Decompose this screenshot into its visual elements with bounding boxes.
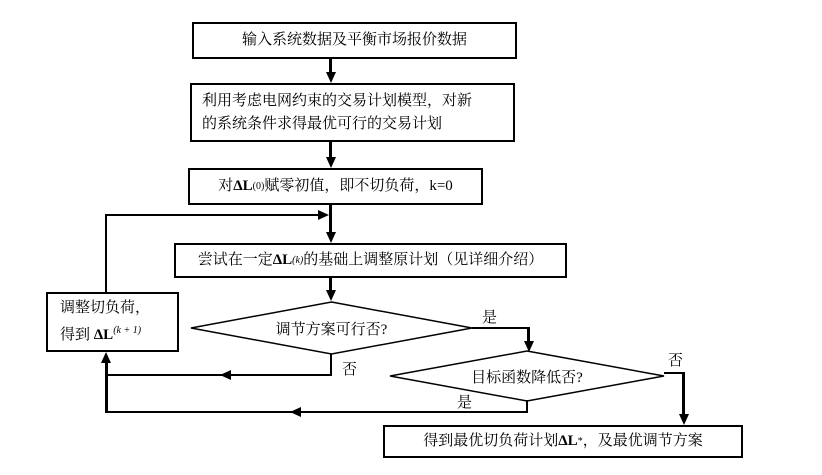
- arrowhead-left-on-objective-yes: [290, 407, 301, 417]
- connector-input-to-model: [329, 59, 332, 73]
- connector-init-to-adjust: [329, 205, 332, 233]
- connector-feasible-yes-vertical: [527, 327, 530, 341]
- connector-modify-loop-horizontal: [105, 214, 318, 216]
- arrowhead-right-into-junction: [318, 210, 329, 220]
- model-line-2: 的系统条件求得最优可行的交易计划: [202, 115, 443, 132]
- adjust-text-pre: 尝试在一定: [197, 252, 273, 269]
- arrowhead-down-into-result: [679, 414, 689, 425]
- result-text-post: ，及最优调节方案: [582, 433, 703, 450]
- decision-objective-label: 目标函数降低否?: [471, 369, 583, 386]
- arrowhead-down-into-init: [326, 157, 336, 168]
- modify-formula: ΔL: [93, 327, 114, 343]
- arrowhead-down-into-feasible: [326, 290, 336, 301]
- process-modify-load-shedding: [46, 292, 179, 352]
- arrowhead-down-into-adjust: [326, 232, 336, 243]
- process-trade-plan-model: [190, 83, 515, 142]
- modify-line-2: [60, 322, 150, 349]
- arrowhead-down-into-model: [326, 72, 336, 83]
- arrowhead-down-into-objective: [524, 341, 534, 352]
- process-input-data-label: 输入系统数据及平衡市场报价数据: [241, 32, 467, 49]
- adjust-text-post: 的基础上调整原计划（见详细介绍）: [303, 252, 544, 269]
- process-trade-plan-model-label: [202, 90, 472, 135]
- process-init-zero: 对 ΔL (0) 赋零初值，即不切负荷，k=0: [188, 168, 483, 205]
- arrowhead-left-on-feasible-no: [220, 370, 231, 380]
- decision-feasible-label: 调节方案可行否?: [275, 321, 388, 338]
- connector-feasible-no-horizontal: [106, 374, 332, 376]
- connector-objective-no-vertical: [682, 372, 685, 414]
- modify-text-pre: 得到: [60, 327, 94, 343]
- modify-line-1: 调整切负荷，: [60, 300, 151, 316]
- branch-label-feasible-no: 否: [342, 362, 358, 378]
- model-line-1: 利用考虑电网约束的交易计划模型，对新: [202, 93, 473, 109]
- init-text-post: 赋零初值，即不切负荷，k=0: [264, 178, 453, 195]
- init-formula: ΔL: [233, 178, 253, 195]
- result-text-pre: 得到最优切负荷计划: [423, 433, 559, 450]
- connector-modify-top-vertical: [105, 214, 107, 292]
- connector-feasible-yes-horizontal: [472, 327, 529, 329]
- connector-feasible-no-vertical: [330, 354, 332, 376]
- process-input-data: [192, 22, 517, 59]
- process-result: 得到最优切负荷计划 ΔL * ，及最优调节方案: [383, 425, 743, 458]
- adjust-formula: ΔL: [272, 252, 293, 269]
- branch-label-objective-yes: 是: [457, 395, 473, 411]
- connector-riser-into-modify: [105, 362, 108, 413]
- process-adjust-plan: 尝试在一定 ΔL (k) 的基础上调整原计划（见详细介绍）: [174, 243, 567, 278]
- branch-label-feasible-yes: 是: [482, 310, 498, 326]
- connector-objective-no-horizontal: [664, 372, 684, 374]
- process-modify-label: [60, 295, 150, 349]
- modify-superscript: (k + 1): [113, 325, 142, 336]
- result-formula: ΔL: [558, 433, 578, 450]
- arrowhead-up-into-modify: [101, 352, 111, 363]
- branch-label-objective-no: 否: [668, 353, 684, 369]
- init-text-pre: 对: [218, 178, 234, 195]
- connector-model-to-init: [329, 142, 332, 158]
